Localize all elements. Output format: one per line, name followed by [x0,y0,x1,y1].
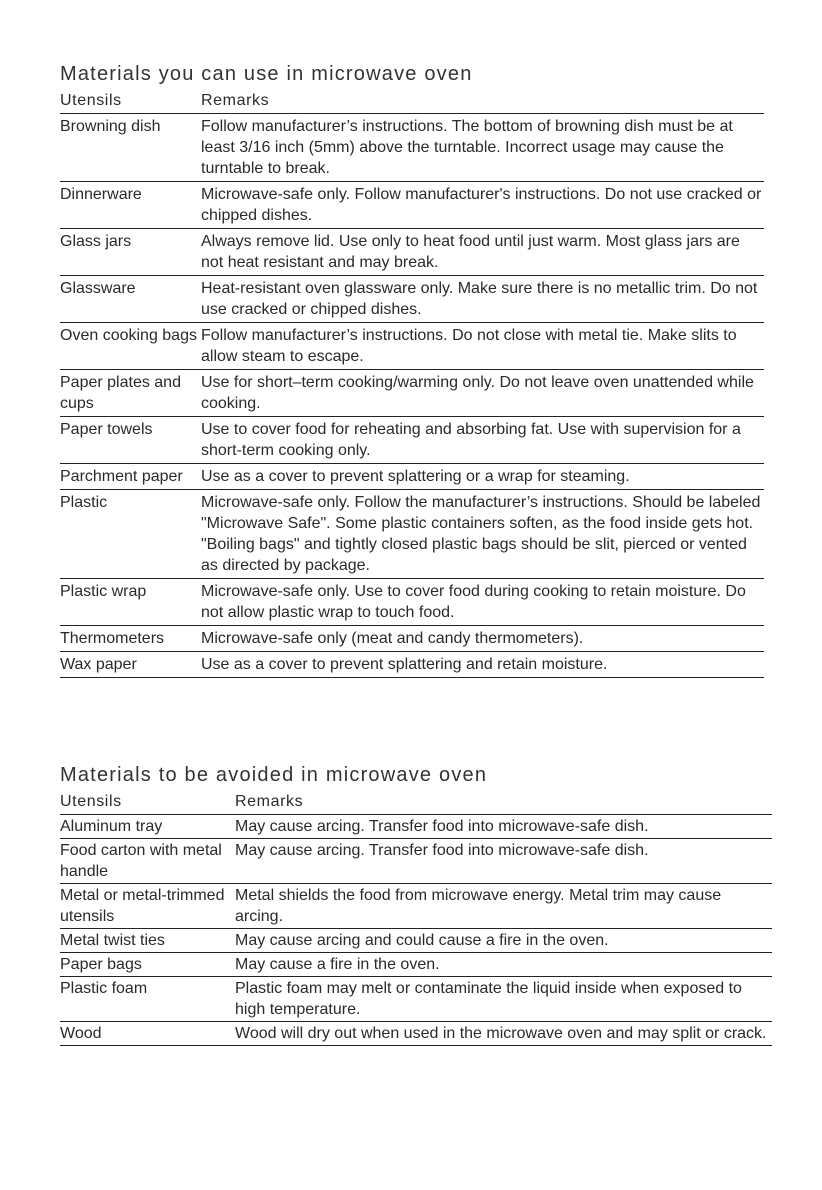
materials-safe-section [60,62,764,678]
table-row [60,276,764,323]
remark-cell: Metal shields the food from microwave energy. Metal trim may cause arcing. [235,884,772,929]
materials-avoid-section [60,763,772,1046]
remark-cell: Microwave-safe only. Use to cover food during cooking to retain moisture. Do not allow plastic wrap to touch food. [201,579,764,626]
table-row [60,579,764,626]
utensil-cell: Glass jars [60,229,201,276]
table-header [60,792,772,814]
utensil-cell: Paper bags [60,953,235,977]
utensil-cell: Aluminum tray [60,815,235,839]
table-row [60,977,772,1022]
utensil-cell: Wax paper [60,652,201,678]
table-row [60,839,772,884]
table-row [60,929,772,953]
utensil-cell: Oven cooking bags [60,323,201,370]
remark-cell: Use as a cover to prevent splattering or a wrap for steaming. [201,464,764,490]
utensil-cell: Plastic [60,490,201,579]
utensil-cell: Paper towels [60,417,201,464]
utensil-cell: Paper plates and cups [60,370,201,417]
section-title: Materials to be avoided in microwave oven [60,764,488,786]
utensils-header: Utensils [60,92,122,109]
table-row [60,815,772,839]
utensil-cell: Metal twist ties [60,929,235,953]
table-row [60,884,772,929]
remarks-header: Remarks [235,793,304,810]
remark-cell: Wood will dry out when used in the microwave oven and may split or crack. [235,1022,772,1046]
remark-cell: Microwave-safe only. Follow the manufacturer’s instructions. Should be labeled "Microwave Safe". Some plastic containers soften, as the food inside gets hot. "Boiling bags" and tightly closed plastic bags should be slit, pierced or vented as directed by package. [201,490,764,579]
utensil-cell: Browning dish [60,114,201,182]
remark-cell: Heat-resistant oven glassware only. Make sure there is no metallic trim. Do not use cracked or chipped dishes. [201,276,764,323]
table-row [60,1022,772,1046]
remark-cell: Follow manufacturer’s instructions. The bottom of browning dish must be at least 3/16 inch (5mm) above the turntable. Incorrect usage may cause the turntable to break. [201,114,764,182]
remark-cell: Always remove lid. Use only to heat food until just warm. Most glass jars are not heat resistant and may break. [201,229,764,276]
remark-cell: Use as a cover to prevent splattering and retain moisture. [201,652,764,678]
remark-cell: May cause arcing and could cause a fire in the oven. [235,929,772,953]
remarks-header: Remarks [201,92,270,109]
materials-avoid-table [60,814,772,1046]
remark-cell: Use to cover food for reheating and absorbing fat. Use with supervision for a short-term cooking only. [201,417,764,464]
section-title: Materials you can use in microwave oven [60,63,473,85]
table-row [60,953,772,977]
table-row [60,182,764,229]
utensil-cell: Thermometers [60,626,201,652]
utensil-cell: Wood [60,1022,235,1046]
utensil-cell: Dinnerware [60,182,201,229]
remark-cell: May cause a fire in the oven. [235,953,772,977]
table-row [60,490,764,579]
table-header [60,91,764,113]
utensil-cell: Plastic foam [60,977,235,1022]
remark-cell: Follow manufacturer’s instructions. Do not close with metal tie. Make slits to allow steam to escape. [201,323,764,370]
table-row [60,229,764,276]
remark-cell: Plastic foam may melt or contaminate the liquid inside when exposed to high temperature. [235,977,772,1022]
remark-cell: Microwave-safe only (meat and candy thermometers). [201,626,764,652]
utensils-header: Utensils [60,793,122,810]
table-row [60,626,764,652]
materials-safe-table [60,113,764,678]
remark-cell: Microwave-safe only. Follow manufacturer's instructions. Do not use cracked or chipped dishes. [201,182,764,229]
utensil-cell: Parchment paper [60,464,201,490]
remark-cell: Use for short–term cooking/warming only. Do not leave oven unattended while cooking. [201,370,764,417]
table-row [60,652,764,678]
utensil-cell: Glassware [60,276,201,323]
table-row [60,323,764,370]
remark-cell: May cause arcing. Transfer food into microwave-safe dish. [235,815,772,839]
table-row [60,370,764,417]
utensil-cell: Food carton with metal handle [60,839,235,884]
table-row [60,417,764,464]
table-row [60,114,764,182]
remark-cell: May cause arcing. Transfer food into microwave-safe dish. [235,839,772,884]
utensil-cell: Plastic wrap [60,579,201,626]
utensil-cell: Metal or metal-trimmed utensils [60,884,235,929]
table-row [60,464,764,490]
